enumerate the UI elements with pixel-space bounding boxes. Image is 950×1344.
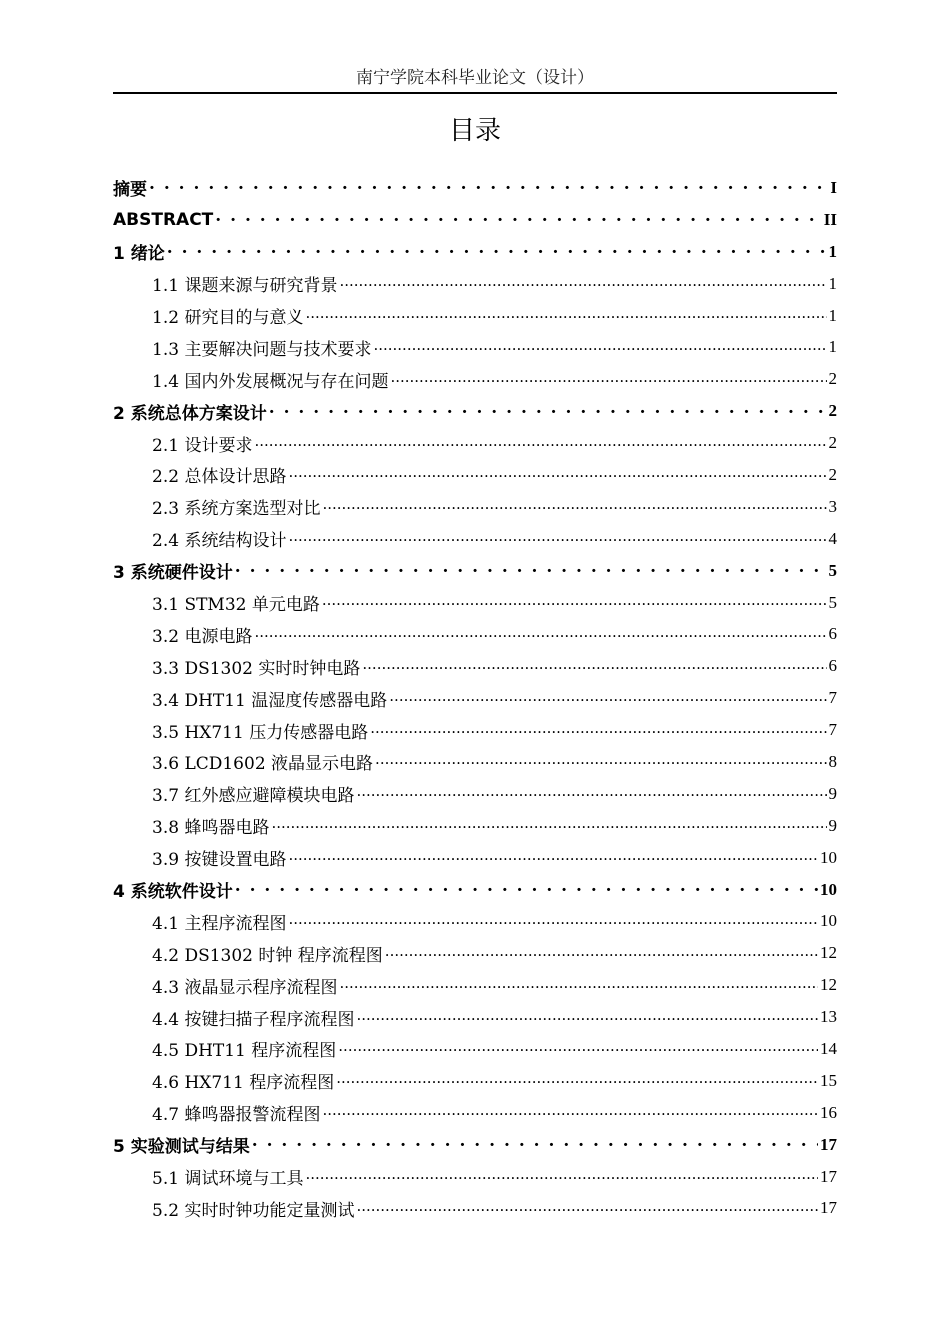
toc-chapter-entry[interactable]: [113, 555, 837, 587]
toc-dot-leader: [362, 658, 826, 675]
toc-page-number: I: [830, 177, 837, 197]
toc-entry-title: 2 系统总体方案设计: [113, 403, 267, 424]
toc-dot-leader: [356, 1009, 818, 1026]
toc-entry-title: 2.2 总体设计思路: [152, 467, 287, 488]
toc-dot-leader: [385, 945, 818, 962]
toc-entry-title: 3.5 HX711 压力传感器电路: [152, 722, 369, 743]
toc-entry-title: 3 系统硬件设计: [113, 563, 233, 584]
toc-section-entry[interactable]: [113, 650, 837, 682]
toc-section-entry[interactable]: [113, 842, 837, 874]
toc-dot-leader: [356, 1200, 818, 1217]
toc-page-number: 12: [820, 975, 837, 995]
toc-dot-leader: [336, 1072, 818, 1089]
toc-dot-leader: [305, 307, 826, 324]
toc-section-entry[interactable]: [113, 714, 837, 746]
toc-entry-title: 4.3 液晶显示程序流程图: [152, 977, 338, 998]
toc-dot-leader: [288, 466, 826, 483]
table-of-contents: [113, 172, 837, 1224]
toc-page-number: 9: [828, 815, 837, 835]
toc-section-entry[interactable]: [113, 300, 837, 332]
toc-dot-leader: [389, 690, 826, 707]
toc-page-number: 2: [828, 433, 837, 453]
toc-entry-title: 4.4 按键扫描子程序流程图: [152, 1009, 355, 1030]
toc-entry-title: 3.8 蜂鸣器电路: [152, 818, 270, 839]
toc-page-number: 5: [828, 560, 837, 580]
toc-page-number: 5: [828, 592, 837, 612]
toc-section-entry[interactable]: [113, 523, 837, 555]
toc-entry-title: 3.6 LCD1602 液晶显示电路: [152, 754, 374, 775]
toc-dot-leader: [288, 849, 818, 866]
toc-page-number: 10: [820, 911, 837, 931]
toc-page-number: 2: [828, 401, 837, 421]
toc-section-entry[interactable]: [113, 427, 837, 459]
toc-page-number: 17: [820, 1134, 837, 1154]
toc-entry-title: ABSTRACT: [113, 209, 214, 230]
toc-page-number: 1: [828, 337, 837, 357]
toc-section-entry[interactable]: [113, 905, 837, 937]
toc-page-number: 7: [828, 688, 837, 708]
toc-page-number: 8: [828, 751, 837, 771]
toc-page-number: 4: [828, 528, 837, 548]
toc-page-number: 12: [820, 943, 837, 963]
toc-dot-leader: [375, 753, 826, 770]
toc-entry-title: 2.1 设计要求: [152, 435, 253, 456]
toc-dot-leader: [254, 435, 826, 452]
toc-dot-leader: [338, 1040, 818, 1057]
toc-section-entry[interactable]: [113, 969, 837, 1001]
toc-section-entry[interactable]: [113, 1033, 837, 1065]
toc-chapter-entry[interactable]: [113, 236, 837, 268]
toc-dot-leader: [305, 1168, 818, 1185]
toc-entry-title: 3.2 电源电路: [152, 626, 253, 647]
toc-page-number: 2: [828, 369, 837, 389]
toc-dot-leader: [252, 1136, 818, 1153]
toc-entry-title: 5.2 实时时钟功能定量测试: [152, 1200, 355, 1221]
toc-page-number: 7: [828, 720, 837, 740]
toc-entry-title: 3.1 STM32 单元电路: [152, 595, 320, 616]
toc-dot-leader: [370, 722, 826, 739]
toc-dot-leader: [390, 371, 826, 388]
toc-dot-leader: [373, 339, 826, 356]
toc-dot-leader: [271, 817, 826, 834]
toc-dot-leader: [322, 498, 826, 515]
toc-dot-leader: [288, 530, 826, 547]
toc-entry-title: 3.3 DS1302 实时时钟电路: [152, 658, 361, 679]
toc-dot-leader: [167, 243, 827, 260]
toc-section-entry[interactable]: [113, 363, 837, 395]
toc-entry-title: 摘要: [113, 180, 147, 201]
toc-dot-leader: [269, 403, 827, 420]
toc-entry-title: 2.3 系统方案选型对比: [152, 499, 321, 520]
toc-section-entry[interactable]: [113, 778, 837, 810]
toc-dot-leader: [288, 913, 818, 930]
toc-entry-title: 4.7 蜂鸣器报警流程图: [152, 1105, 321, 1126]
toc-page-number: 6: [828, 656, 837, 676]
toc-entry-title: 4.5 DHT11 程序流程图: [152, 1041, 337, 1062]
toc-page-number: 1: [828, 273, 837, 293]
toc-entry-title: 1.2 研究目的与意义: [152, 308, 304, 328]
toc-dot-leader: [235, 881, 818, 898]
toc-page-number: 1: [828, 305, 837, 325]
toc-section-entry[interactable]: [113, 331, 837, 363]
toc-page-number: 10: [820, 847, 837, 867]
toc-entry-title: 1 绪论: [113, 244, 165, 265]
toc-page-number: II: [823, 209, 837, 229]
toc-entry-title: 3.9 按键设置电路: [152, 850, 287, 871]
toc-section-entry[interactable]: [113, 618, 837, 650]
toc-page-number: 15: [820, 1070, 837, 1090]
toc-chapter-entry[interactable]: [113, 1129, 837, 1161]
toc-entry-title: 1.1 课题来源与研究背景: [152, 276, 338, 297]
toc-section-entry[interactable]: [113, 268, 837, 300]
toc-entry-title: 1.3 主要解决问题与技术要求: [152, 339, 372, 360]
toc-section-entry[interactable]: [113, 459, 837, 491]
toc-dot-leader: [149, 179, 828, 196]
toc-entry-title: 5 实验测试与结果: [113, 1137, 250, 1158]
toc-entry-title: 1.4 国内外发展概况与存在问题: [152, 371, 389, 392]
toc-section-entry[interactable]: [113, 1001, 837, 1033]
toc-dot-leader: [322, 1104, 818, 1121]
toc-page-number: 2: [828, 464, 837, 484]
toc-section-entry[interactable]: [113, 491, 837, 523]
toc-dot-leader: [254, 626, 826, 643]
toc-section-entry[interactable]: [113, 810, 837, 842]
toc-chapter-entry[interactable]: [113, 172, 837, 204]
toc-section-entry[interactable]: [113, 1193, 837, 1225]
toc-entry-title: 3.4 DHT11 温湿度传感器电路: [152, 690, 388, 711]
toc-dot-leader: [235, 562, 827, 579]
toc-entry-title: 4 系统软件设计: [113, 882, 233, 903]
toc-entry-title: 2.4 系统结构设计: [152, 531, 287, 552]
toc-entry-title: 4.1 主程序流程图: [152, 913, 287, 934]
toc-page-number: 10: [820, 879, 837, 899]
toc-page-number: 6: [828, 624, 837, 644]
toc-dot-leader: [356, 785, 826, 802]
toc-section-entry[interactable]: [113, 1065, 837, 1097]
page-header: 南宁学院本科毕业论文（设计）: [113, 64, 837, 94]
toc-dot-leader: [339, 275, 826, 292]
toc-page-number: 1: [828, 241, 837, 261]
toc-page-number: 17: [820, 1198, 837, 1218]
toc-page-number: 17: [820, 1166, 837, 1186]
toc-section-entry[interactable]: [113, 937, 837, 969]
toc-dot-leader: [339, 977, 818, 994]
toc-page-number: 14: [820, 1038, 837, 1058]
toc-dot-leader: [322, 594, 827, 611]
toc-entry-title: 4.6 HX711 程序流程图: [152, 1073, 335, 1094]
toc-chapter-entry[interactable]: [113, 874, 837, 906]
toc-entry-title: 3.7 红外感应避障模块电路: [152, 786, 355, 807]
toc-dot-leader: [215, 211, 821, 228]
toc-chapter-entry[interactable]: [113, 395, 837, 427]
toc-section-entry[interactable]: [113, 587, 837, 619]
toc-section-entry[interactable]: [113, 1097, 837, 1129]
toc-page-number: 16: [820, 1102, 837, 1122]
toc-entry-title: 5.1 调试环境与工具: [152, 1169, 304, 1190]
toc-section-entry[interactable]: [113, 682, 837, 714]
toc-page-number: 3: [828, 496, 837, 516]
toc-chapter-entry[interactable]: [113, 204, 837, 236]
toc-entry-title: 4.2 DS1302 时钟 程序流程图: [152, 945, 383, 966]
toc-section-entry[interactable]: [113, 746, 837, 778]
toc-page-number: 13: [820, 1007, 837, 1027]
toc-title: 目录: [448, 116, 501, 146]
toc-section-entry[interactable]: [113, 1161, 837, 1193]
toc-page-number: 9: [828, 783, 837, 803]
